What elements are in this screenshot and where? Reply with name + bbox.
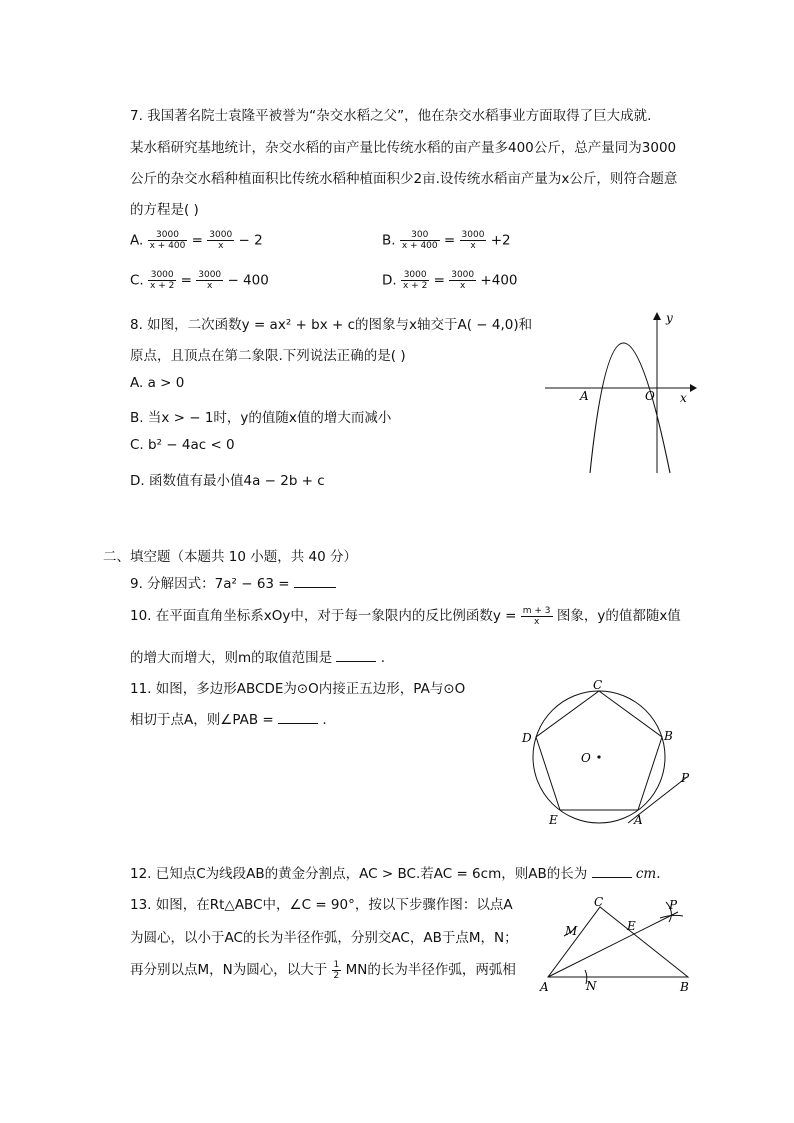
q9: 9. 分解因式：7a² − 63 =: [130, 572, 336, 592]
q8-option-a[interactable]: A. a > 0: [130, 375, 185, 391]
q8-option-b[interactable]: B. 当x > − 1时，y的值随x值的增大而减小: [130, 410, 392, 426]
fraction: $\frac{3000}{x + 2}$: [402, 270, 428, 291]
q7-line1: 7. 我国著名院士袁隆平被誉为“杂交水稻之父”，他在杂交水稻事业方面取得了巨大成就.: [130, 108, 652, 124]
q7-option-b[interactable]: B. $\frac{300}{x + 400}$ = $\frac{3000}{x}$ +2: [382, 230, 511, 251]
label-e: E: [549, 813, 558, 827]
q7-option-a[interactable]: A. $\frac{3000}{x + 400}$ = $\frac{3000}{x}$ − 2: [130, 230, 263, 251]
answer-blank[interactable]: [592, 865, 632, 878]
y-axis-arrow-icon: [653, 312, 661, 320]
label-m: M: [565, 924, 578, 938]
label-p: P: [669, 898, 678, 912]
ray-ap: [548, 912, 678, 977]
q7-option-d[interactable]: D. $\frac{3000}{x + 2}$ = $\frac{3000}{x}$ +400: [382, 270, 518, 291]
fraction: $\frac{3000}{x}$: [451, 270, 475, 291]
label-b: B: [664, 729, 673, 743]
q11-line1: 11. 如图，多边形ABCDE为⊙O内接正五边形，PA与⊙O: [130, 681, 466, 697]
q10-line1: 10. 在平面直角坐标系xOy中，对于每一象限内的反比例函数y = $\frac{m + 3}{x}$ 图象，y的值都随x值: [130, 605, 681, 627]
label-n: N: [586, 979, 597, 993]
label-p: P: [681, 771, 690, 785]
label-x: x: [680, 391, 687, 405]
label-b: B: [680, 980, 689, 994]
answer-blank[interactable]: [294, 575, 336, 588]
q7-line2: 某水稻研究基地统计，杂交水稻的亩产量比传统水稻的亩产量多400公斤，总产量同为3000: [130, 140, 677, 156]
q13-line2: 为圆心，以小于AC的长为半径作弧，分别交AC，AB于点M，N；: [130, 930, 518, 946]
q13-line1: 13. 如图，在Rt△ABC中，∠C = 90°，按以下步骤作图：以点A: [130, 897, 513, 913]
q8-line1: 8. 如图，二次函数y = ax² + bx + c的图象与x轴交于A( − 4,0)和: [130, 317, 533, 333]
parabola-figure: [540, 308, 700, 478]
fraction: $\frac{3000}{x + 2}$: [150, 270, 175, 291]
q10-line2: 的增大而增大，则m的取值范围是 .: [130, 650, 386, 666]
label-o: O: [581, 751, 591, 765]
label-y: y: [666, 311, 673, 325]
fraction: $\frac{1}{2}$: [333, 959, 340, 981]
label-e: E: [627, 919, 636, 933]
label-a: A: [634, 813, 643, 827]
section-heading: 二、填空题（本题共 10 小题，共 40 分）: [103, 549, 358, 565]
fraction: $\frac{3000}{x}$: [461, 230, 485, 251]
label-c: C: [594, 895, 604, 909]
label-a: A: [580, 389, 589, 403]
center-dot: [597, 755, 600, 758]
fraction: $\frac{3000}{x}$: [209, 230, 233, 251]
fraction: $\frac{300}{x + 400}$: [401, 230, 438, 251]
answer-blank[interactable]: [336, 649, 376, 662]
triangle-figure: [538, 892, 698, 997]
label-d: D: [522, 731, 532, 745]
x-axis-arrow-icon: [690, 384, 697, 392]
label-a: A: [540, 980, 549, 994]
q7-line4: 的方程是( ): [130, 202, 199, 218]
q8-line2: 原点，且顶点在第二象限.下列说法正确的是( ): [130, 348, 406, 364]
label-o: O: [645, 389, 655, 403]
answer-blank[interactable]: [278, 711, 318, 724]
q13-line3: 再分别以点M，N为圆心，以大于 $\frac{1}{2}$ MN的长为半径作弧，两弧相: [130, 959, 516, 981]
fraction: $\frac{3000}{x}$: [198, 270, 222, 291]
fraction: $\frac{m + 3}{x}$: [522, 605, 551, 627]
q8-option-d[interactable]: D. 函数值有最小值4a − 2b + c: [130, 473, 325, 489]
q12: 12. 已知点C为线段AB的黄金分割点，AC > BC.若AC = 6cm，则AB的长为 cm.: [130, 866, 661, 882]
q7-line3: 公斤的杂交水稻种植面积比传统水稻种植面积少2亩.设传统水稻亩产量为x公斤，则符合题意: [130, 171, 678, 187]
pentagon: [536, 691, 662, 810]
label-c: C: [593, 678, 603, 692]
pentagon-figure: [515, 675, 700, 835]
parabola-curve: [590, 343, 670, 473]
q8-option-c[interactable]: C. b² − 4ac < 0: [130, 437, 235, 453]
q11-line2: 相切于点A，则∠PAB = .: [130, 712, 327, 728]
q7-option-c[interactable]: C. $\frac{3000}{x + 2}$ = $\frac{3000}{x}$ − 400: [130, 270, 269, 291]
fraction: $\frac{3000}{x + 400}$: [149, 230, 186, 251]
